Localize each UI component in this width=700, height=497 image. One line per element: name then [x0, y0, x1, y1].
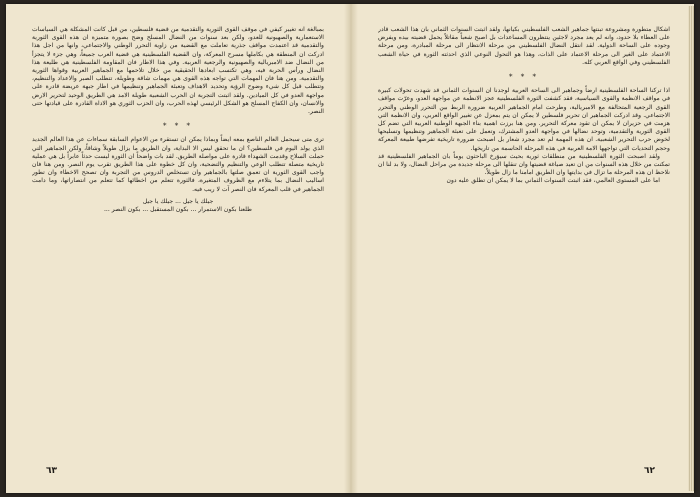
verse-block [32, 198, 324, 214]
left-paragraph-1: بمبالغة انه تغيير كيفي في موقف القوى الثورية والتقدمية من قضية فلسطين، من قبل كانت المشكلة هي السياسات الاستعمارية والصهيونية للعدو، ولكن بعد سنوات من النضال المسلح وضح بصورة متميزة ان هذه القوى الثورية والتقدمية قد اعتمدت مواقف جذرية تعاملت مع القضية من زاوية التحرر الوطني والاجتماعي، وانها من اجل هذا ادركت ان المنطقة هي بكاملها مسرح المعركة، وان القضية الفلسطينية هي قضية العرب جميعاً، وهي جزء لا يتجزأ من النضال ضد الامبريالية والصهيونية والرجعية العربية. وفي هذا الاطار فان المقاومة الفلسطينية هي طليعة هذا النضال ورأس الحربة فيه، وهي تكتسب ابعادها الحقيقية من خلال تلاحمها مع الجماهير العربية وقواها الثورية والتقدمية. ومن هنا فان المهمات التي تواجه هذه القوى هي مهمات شاقة وطويلة، تتطلب الصبر والاعداد والتنظيم، وتتطلب قبل كل شيء وضوح الرؤية وتحديد الاهداف وتعبئة الجماهير وتنظيمها في اطار جبهة عريضة قادرة على مواجهة العدو في كل الميادين. ولقد اثبتت التجربة ان الحرب الشعبية طويلة الامد هي الطريق الوحيد لتحرير الارض والانسان، وان الكفاح المسلح هو الشكل الرئيسي لهذه الحرب، وان الحزب الثوري هو الاداة القادرة على قيادتها حتى النصر. [32, 26, 324, 116]
verse-line-1: جيلك يا جيل ... جيلك يا جيل [142, 197, 214, 205]
section-separator: * * * [509, 73, 539, 82]
verse-line-2: طلعنا بكون الاستمرار ... بكون المستقبل ... بكون النصر ... [104, 206, 252, 214]
right-paragraph-4: اما على المستوى العالمي، فقد اثبتت السنوات الثماني بما لا يمكن ان تطلق عليه دون [446, 177, 660, 185]
right-page-number: ٦٢ [644, 466, 655, 476]
left-paragraph-2: ترى متى سيحمل العالم الناصع بمعه ايضاً وبماذا يمكن ان تستقرء من الاعوام السابقة سماءات عن هذا العالم الجديد الذي يولد اليوم في فلسطين؟ ان ما تحقق ليس الا البداية، وان الطريق ما يزال طويلاً وشاقاً، ولكن الجماهير التي حملت السلاح وقدمت الشهداء قادرة على مواصلة الطريق. لقد بات واضحاً ان الثورة ليست حدثاً عابراً بل هي عملية تاريخية متصلة تتطلب الوعي والتنظيم والتضحية، وان كل خطوة على هذا الطريق تقرب يوم النصر. ومن هنا فان واجب القوى الثورية ان تعمق صلتها بالجماهير وان تستخلص الدروس من التجربة وان تصحح الاخطاء وان تطور اساليب النضال بما يتلاءم مع الظروف المتغيرة، فالثورة تتعلم من اخطائها كما تتعلم من انتصاراتها، وما دامت الجماهير في قلب المعركة فان النصر آت لا ريب فيه. [32, 136, 324, 193]
right-paragraph-2: اذا تركنا الساحة الفلسطينية ارضاً وجماهير الى الساحة العربية لوجدنا ان السنوات الثماني قد شهدت تحولات كبيرة في مواقف الانظمة والقوى السياسية، فقد كشفت الثورة الفلسطينية عجز الانظمة عن مواجهة العدو، وعرّت مواقف القوى الرجعية المتحالفة مع الامبريالية، وطرحت امام الجماهير العربية ضرورة الربط بين التحرر الوطني والتحرر الاجتماعي. وقد ادركت الجماهير ان تحرير فلسطين لا يمكن ان يتم بمعزل عن تغيير الواقع العربي، وان الانظمة التي هزمت في حزيران لا يمكن ان تقود معركة التحرير. ومن هنا برزت اهمية بناء الجبهة الوطنية العربية التي تضم كل القوى الثورية والتقدمية، وتوحد نضالها في مواجهة العدو المشترك، وتعمل على تعبئة الجماهير وتنظيمها وتسليحها لخوض حرب التحرير الشعبية. ان هذه المهمة لم تعد مجرد شعار بل اصبحت ضرورة تاريخية تفرضها طبيعة المعركة وحجم التحديات التي تواجهها الامة العربية في هذه المرحلة الحاسمة من تاريخها. [378, 87, 670, 152]
book-spread [6, 4, 694, 493]
page-edges [688, 6, 694, 491]
right-page-text [378, 26, 670, 446]
section-separator: * * * [163, 122, 193, 131]
left-page-number: ٦٣ [46, 466, 57, 476]
book-gutter [344, 4, 358, 493]
left-page-text [32, 26, 324, 446]
right-paragraph-3: ولقد اصبحت الثورة الفلسطينية من منطلقات ثورية بحيث سيؤرخ الباحثون يوماً بان الجماهير الفلسطينية قد تمكنت من خلال هذه السنوات من ان تعيد صياغة قضيتها وان تنقلها الى مرحلة جديدة من مراحل النضال، ولا بد لنا ان نلاحظ ان هذه المرحلة ما تزال في بدايتها وان الطريق امامنا ما زال طويلاً. [378, 152, 670, 177]
right-paragraph-1: اشكال متطورة ومشروعة تبنتها جماهير الشعب الفلسطيني بكيانها، ولقد اثبتت السنوات الثماني بان هذا الشعب قادر على العطاء بلا حدود، وانه لم يعد مجرد لاجئين ينتظرون المساعدات بل اصبح شعباً مقاتلاً يحمل قضيته بيده ويفرض وجوده على الساحة الدولية. لقد انتقل النضال الفلسطيني من مرحلة الانتظار الى مرحلة المبادرة، ومن مرحلة الاعتماد على الغير الى مرحلة الاعتماد على الذات، وهذا هو التحول النوعي الذي احدثته الثورة في حياة الشعب الفلسطيني وفي الواقع العربي كله. [378, 26, 670, 66]
